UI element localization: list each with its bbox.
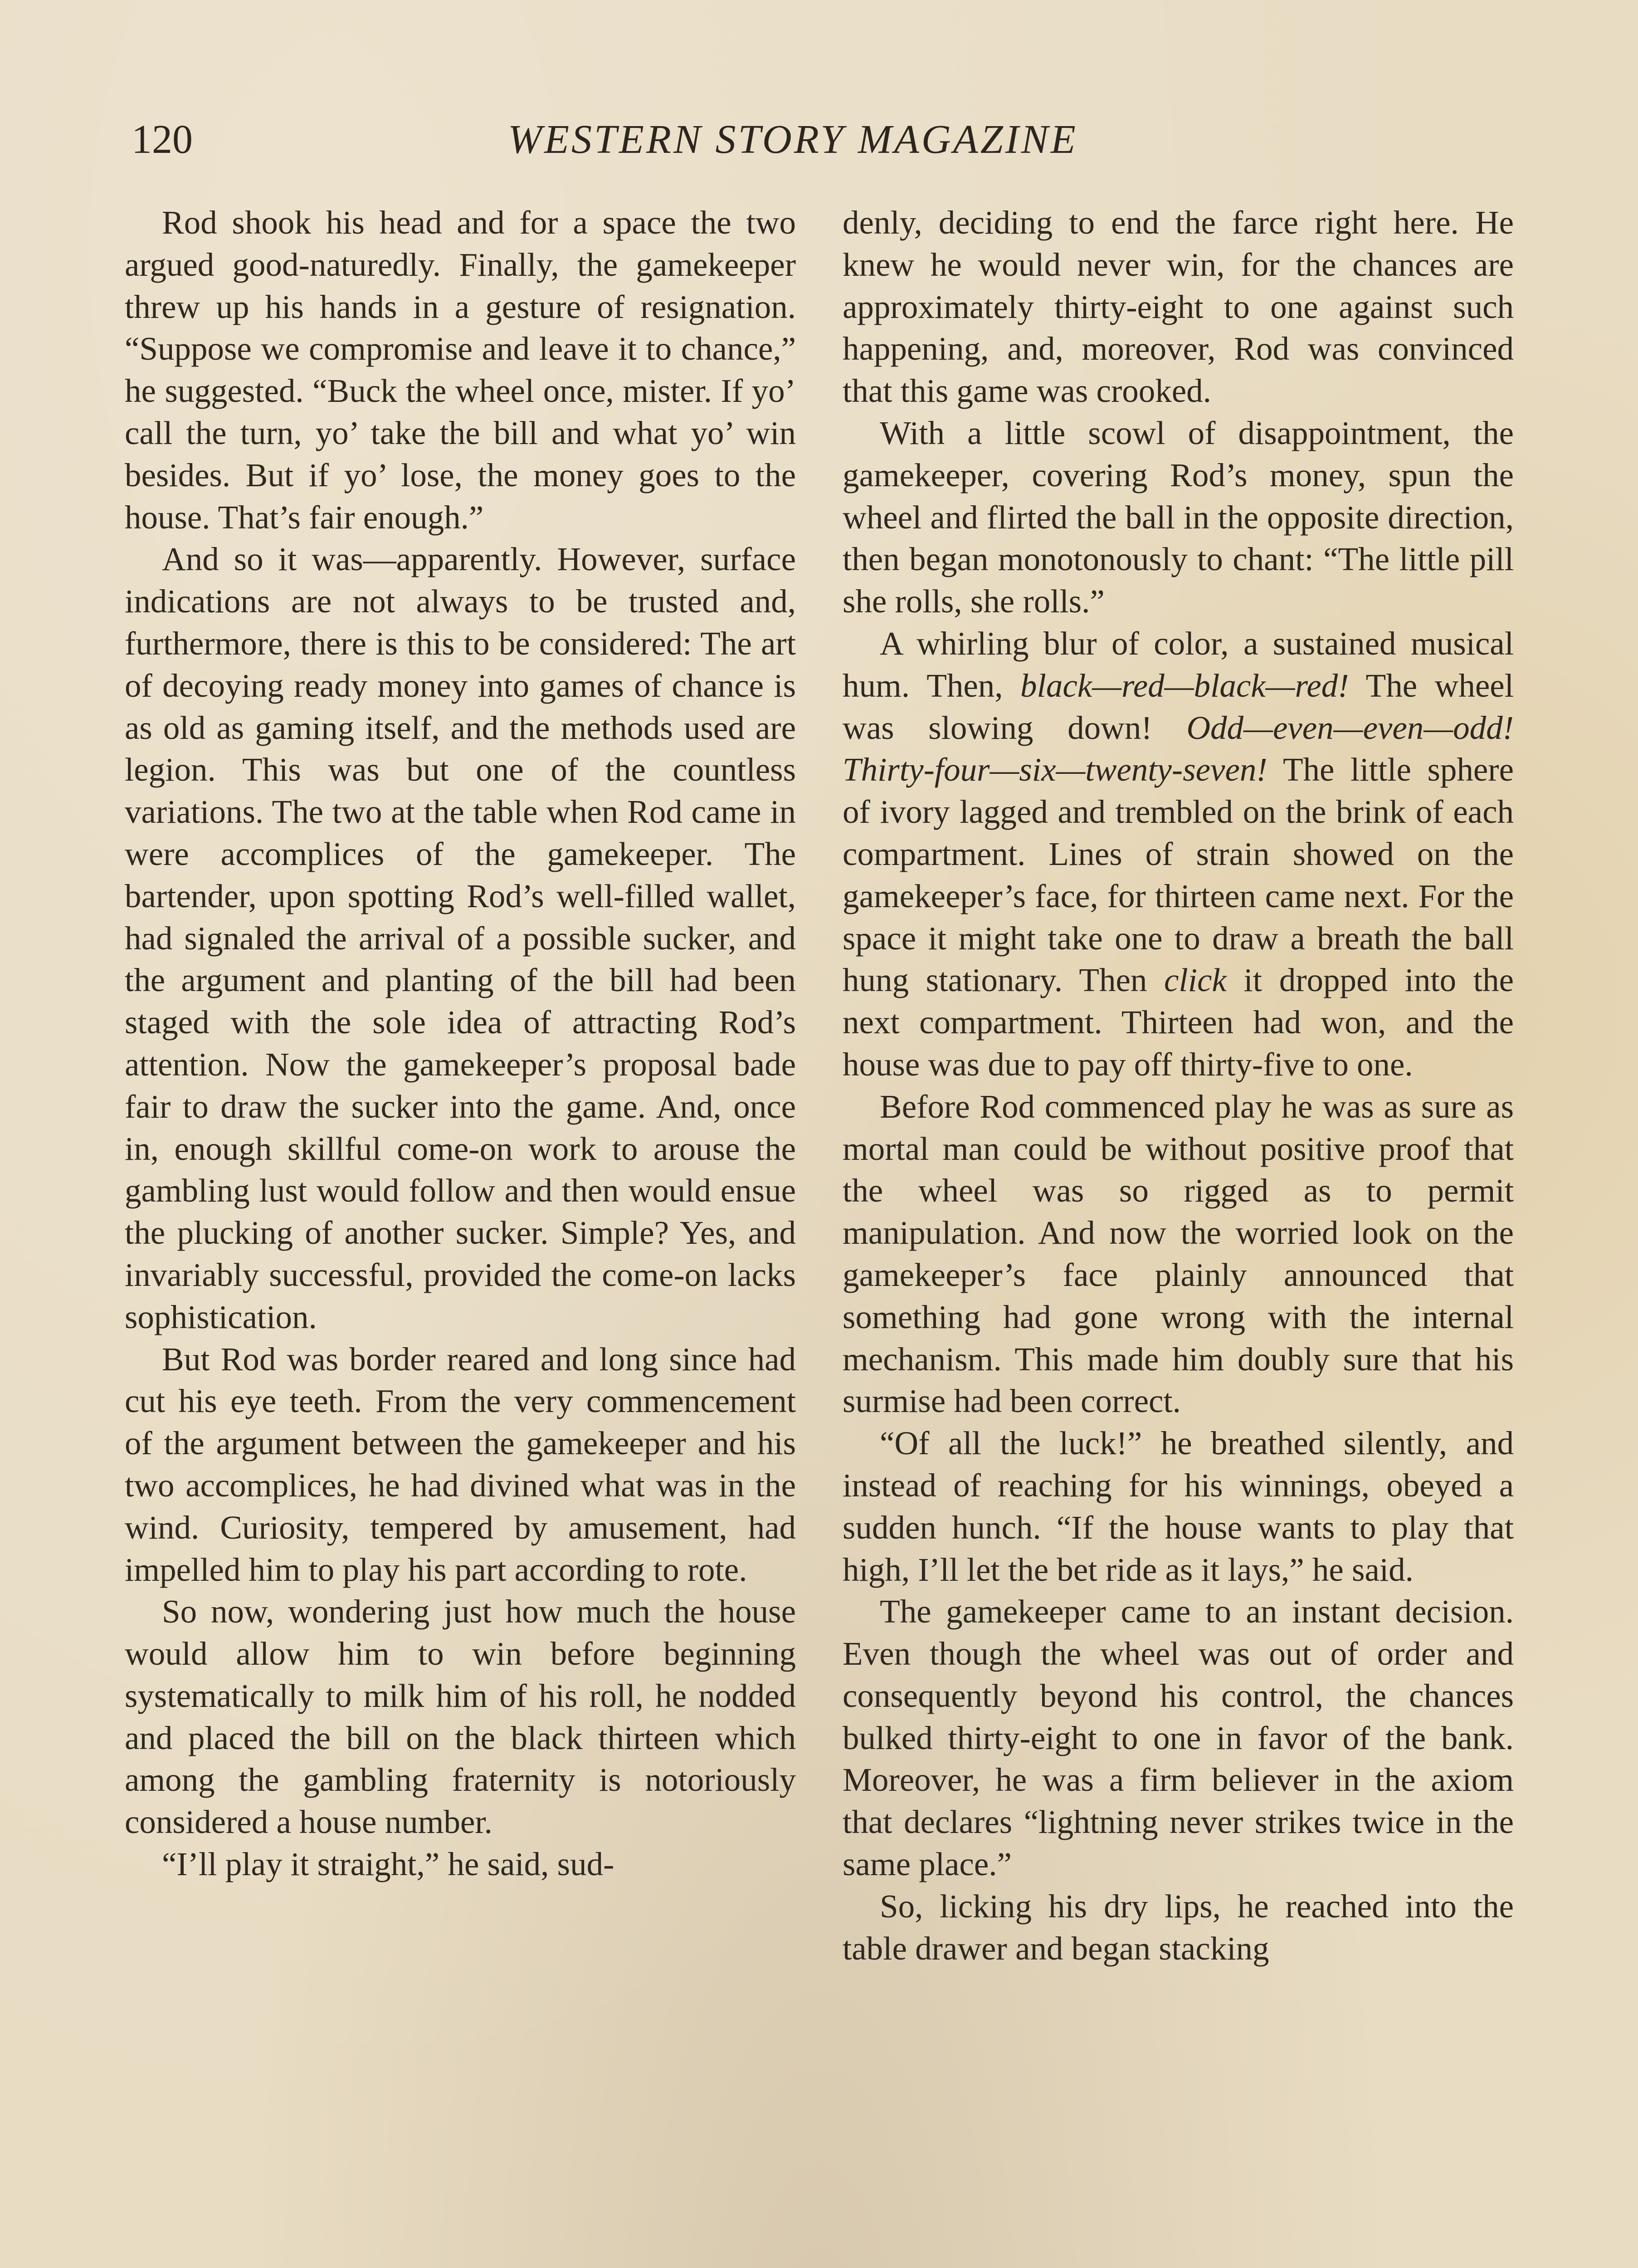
- paragraph: And so it was—apparently. However, surface indications are not always to be trusted and, furthermore, there is this to be considered: The art of decoying ready money into games of chance is as old as gaming itself, and the methods used are legion. This was but one of the countless variations. The two at the table when Rod came in were accomplices of the gamekeeper. The bartender, upon spotting Rod’s well-filled wallet, had signaled the arrival of a possible sucker, and the argument and planting of the bill had been staged with the sole idea of attracting Rod’s attention. Now the gamekeeper’s proposal bade fair to draw the sucker into the game. And, once in, enough skillful come-on work to arouse the gambling lust would follow and then would ensue the plucking of another sucker. Simple? Yes, and invariably successful, provided the come-on lacks sophistication.: [125, 541, 796, 1335]
- paragraph: Before Rod commenced play he was as sure as mortal man could be without positive proof that the wheel was so rigged as to permit manipulation. And now the worried look on the gamekeeper’s face plainly announced that something had gone wrong with the internal mechanism. This made him doubly sure that his surmise had been correct.: [843, 1088, 1514, 1420]
- paragraph: But Rod was border reared and long since had cut his eye teeth. From the very commencement of the argument between the gamekeeper and his two accomplices, he had divined what was in the wind. Curiosity, tempered by amusement, had impelled him to play his part according to rote.: [125, 1340, 796, 1588]
- paragraph: So, licking his dry lips, he reached into the table drawer and began stacking: [843, 1887, 1514, 1967]
- left-column: [125, 202, 796, 2268]
- paragraph: Rod shook his head and for a space the two argued good-naturedly. Finally, the gamekeeper threw up his hands in a gesture of resignation. “Suppose we compromise and leave it to chance,” he suggested. “Buck the wheel once, mister. If yo’ call the turn, yo’ take the bill and what yo’ win besides. But if yo’ lose, the money goes to the house. That’s fair enough.”: [125, 204, 796, 536]
- text-run: The wheel was slowing down!: [843, 667, 1514, 746]
- continued-paragraph: denly, deciding to end the farce right here. He knew he would never win, for the chances are approximately thirty-eight to one against such happening, and, moreover, Rod was convinced that this game was crooked.: [843, 204, 1514, 410]
- paragraph: So now, wondering just how much the house would allow him to win before beginning systematically to milk him of his roll, he nodded and placed the bill on the black thirteen which among the gambling fraternity is notoriously considered a house number.: [125, 1593, 796, 1841]
- text-run: The little sphere of ivory lagged and trembled on the brink of each compartment. Lines of strain showed on the gamekeeper’s face, for thirteen came next. For the space it might take one to draw a breath the ball hung stationary. Then: [843, 751, 1514, 999]
- text-run: it dropped into the next compartment. Thirteen had won, and the house was due to pay off thirty-five to one.: [843, 962, 1514, 1083]
- italic-run: Odd—even—even—odd! Thirty-four—six—twenty-seven!: [843, 709, 1514, 788]
- paragraph: [843, 623, 1514, 1086]
- text-run: A whirling blur of color, a sustained musical hum. Then,: [843, 625, 1514, 704]
- running-head: WESTERN STORY MAGAZINE: [508, 117, 1078, 162]
- italic-run: click: [1164, 962, 1227, 999]
- paragraph: “I’ll play it straight,” he said, sud-: [162, 1846, 614, 1883]
- right-column: [843, 202, 1514, 2268]
- paragraph: With a little scowl of disappointment, the gamekeeper, covering Rod’s money, spun the wheel and flirted the ball in the opposite direction, then began monotonously to chant: “The little pill she rolls, she rolls.”: [843, 414, 1514, 620]
- italic-run: black—red—black—red!: [1020, 667, 1349, 704]
- paragraph: “Of all the luck!” he breathed silently, and instead of reaching for his winnings, obeyed a sudden hunch. “If the house wants to play that high, I’ll let the bet ride as it lays,” he said.: [843, 1425, 1514, 1588]
- paragraph: The gamekeeper came to an instant decision. Even though the wheel was out of order and consequently beyond his control, the chances bulked thirty-eight to one in favor of the bank. Moreover, he was a firm believer in the axiom that declares “lightning never strikes twice in the same place.”: [843, 1593, 1514, 1883]
- page-number: 120: [132, 117, 193, 162]
